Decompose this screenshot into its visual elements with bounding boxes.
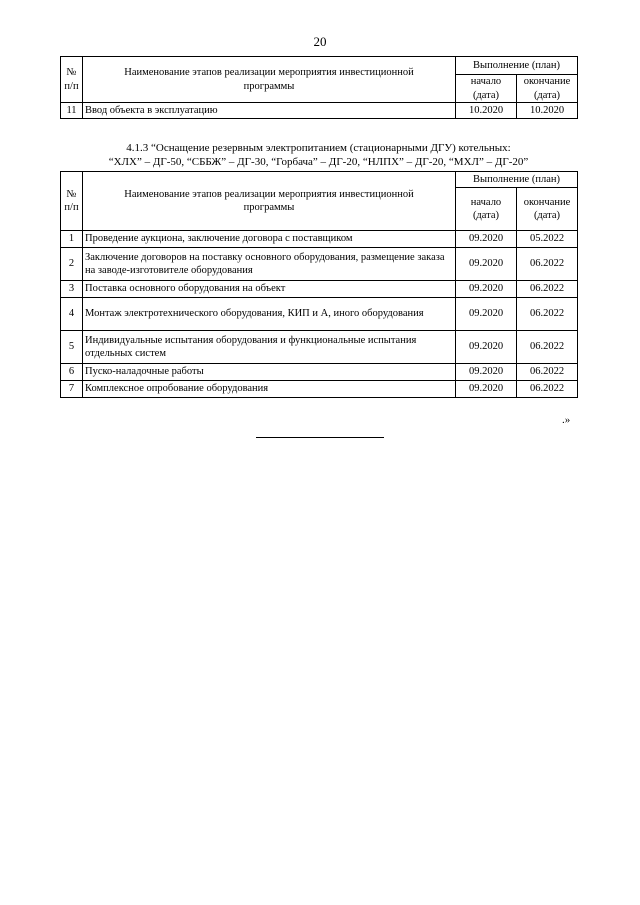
table-row bbox=[61, 298, 578, 331]
row-number: 4 bbox=[61, 298, 83, 331]
row-start-date: 09.2020 bbox=[456, 364, 517, 381]
table-row bbox=[61, 381, 578, 398]
row-number: 1 bbox=[61, 231, 83, 248]
row-end-date: 06.2022 bbox=[517, 381, 578, 398]
row-stage-name: Комплексное опробование оборудования bbox=[83, 381, 456, 398]
stages-table bbox=[60, 171, 578, 398]
row-stage-name: Монтаж электротехнического оборудования, КИП и А, иного оборудования bbox=[83, 298, 456, 331]
row-start-date: 09.2020 bbox=[456, 281, 517, 298]
row-stage-name: Поставка основного оборудования на объект bbox=[83, 281, 456, 298]
header-start-date: начало (дата) bbox=[456, 75, 517, 103]
row-number: 3 bbox=[61, 281, 83, 298]
section-title bbox=[60, 141, 577, 170]
table-row bbox=[61, 248, 578, 281]
row-end-date: 06.2022 bbox=[517, 331, 578, 364]
row-number: 11 bbox=[61, 103, 83, 119]
row-start-date: 09.2020 bbox=[456, 331, 517, 364]
row-number: 7 bbox=[61, 381, 83, 398]
table-row bbox=[61, 281, 578, 298]
row-end-date: 06.2022 bbox=[517, 298, 578, 331]
row-start-date: 10.2020 bbox=[456, 103, 517, 119]
row-start-date: 09.2020 bbox=[456, 298, 517, 331]
row-stage-name: Ввод объекта в эксплуатацию bbox=[83, 103, 456, 119]
header-start-date: начало (дата) bbox=[456, 188, 517, 231]
table-row bbox=[61, 364, 578, 381]
header-number: № п/п bbox=[61, 172, 83, 231]
table-row bbox=[61, 103, 578, 119]
row-number: 2 bbox=[61, 248, 83, 281]
row-number: 5 bbox=[61, 331, 83, 364]
row-start-date: 09.2020 bbox=[456, 231, 517, 248]
end-rule-divider bbox=[256, 437, 384, 438]
row-end-date: 10.2020 bbox=[517, 103, 578, 119]
row-stage-name: Пуско-наладочные работы bbox=[83, 364, 456, 381]
row-end-date: 06.2022 bbox=[517, 248, 578, 281]
table-row bbox=[61, 231, 578, 248]
row-number: 6 bbox=[61, 364, 83, 381]
header-end-date: окончание (дата) bbox=[517, 75, 578, 103]
header-number: № п/п bbox=[61, 57, 83, 103]
header-stage-name: Наименование этапов реализации мероприятия инвестиционной программы bbox=[83, 172, 456, 231]
table-row bbox=[61, 331, 578, 364]
page-number: 20 bbox=[313, 34, 327, 49]
row-end-date: 06.2022 bbox=[517, 364, 578, 381]
closing-quote: .» bbox=[562, 414, 571, 426]
stages-table-continued bbox=[60, 56, 578, 119]
row-stage-name: Заключение договоров на поставку основного оборудования, размещение заказа на заводе-изготовителе оборудования bbox=[83, 248, 456, 281]
header-execution-plan: Выполнение (план) bbox=[456, 172, 578, 188]
row-end-date: 06.2022 bbox=[517, 281, 578, 298]
header-execution-plan: Выполнение (план) bbox=[456, 57, 578, 75]
section-title-line-1: 4.1.3 “Оснащение резервным электропитанием (стационарными ДГУ) котельных: bbox=[126, 142, 511, 154]
row-end-date: 05.2022 bbox=[517, 231, 578, 248]
row-stage-name: Проведение аукциона, заключение договора с поставщиком bbox=[83, 231, 456, 248]
row-start-date: 09.2020 bbox=[456, 248, 517, 281]
row-stage-name: Индивидуальные испытания оборудования и функциональные испытания отдельных систем bbox=[83, 331, 456, 364]
section-title-line-2: “ХЛХ” – ДГ-50, “СББЖ” – ДГ-30, “Горбача” – ДГ-20, “НЛПХ” – ДГ-20, “МХЛ” – ДГ-20” bbox=[108, 156, 529, 169]
header-end-date: окончание (дата) bbox=[517, 188, 578, 231]
header-stage-name: Наименование этапов реализации мероприятия инвестиционной программы bbox=[83, 57, 456, 103]
row-start-date: 09.2020 bbox=[456, 381, 517, 398]
